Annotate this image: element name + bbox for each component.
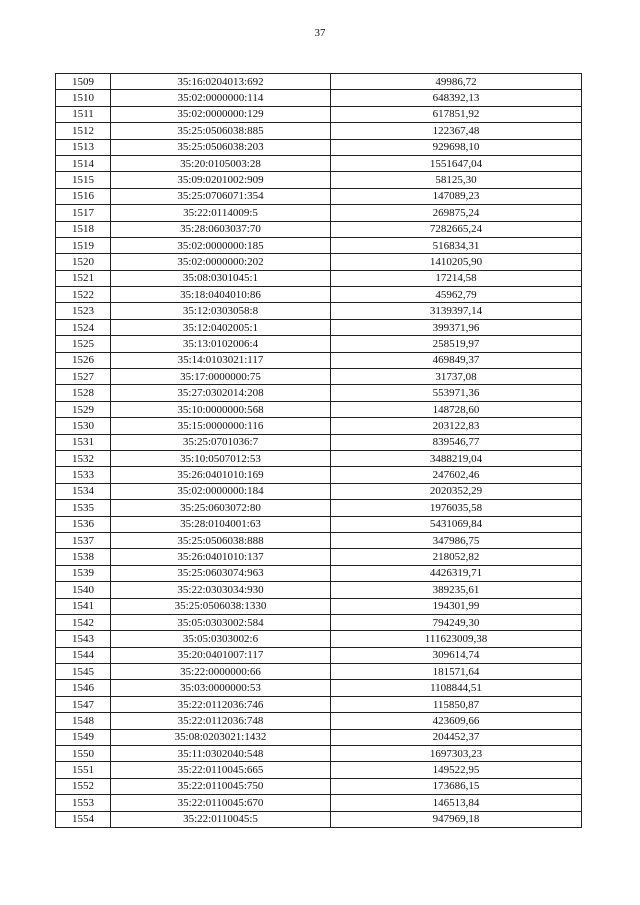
row-number-cell: 1521: [56, 270, 111, 286]
value-cell: 218052,82: [331, 549, 582, 565]
cadastral-number-cell: 35:25:0506038:885: [111, 123, 331, 139]
cadastral-number-cell: 35:22:0114009:5: [111, 205, 331, 221]
table-row: [56, 795, 582, 811]
value-cell: 3488219,04: [331, 450, 582, 466]
value-cell: 4426319,71: [331, 565, 582, 581]
value-cell: 247602,46: [331, 467, 582, 483]
cadastral-number-cell: 35:14:0103021:117: [111, 352, 331, 368]
value-cell: 7282665,24: [331, 221, 582, 237]
row-number-cell: 1525: [56, 336, 111, 352]
table-row: [56, 549, 582, 565]
value-cell: 122367,48: [331, 123, 582, 139]
value-cell: 1551647,04: [331, 155, 582, 171]
cadastral-number-cell: 35:05:0303002:6: [111, 631, 331, 647]
row-number-cell: 1515: [56, 172, 111, 188]
value-cell: 31737,08: [331, 369, 582, 385]
cadastral-number-cell: 35:05:0303002:584: [111, 614, 331, 630]
cadastral-number-cell: 35:22:0303034:930: [111, 582, 331, 598]
cadastral-number-cell: 35:20:0401007:117: [111, 647, 331, 663]
cadastral-number-cell: 35:22:0110045:670: [111, 795, 331, 811]
row-number-cell: 1538: [56, 549, 111, 565]
table-row: [56, 303, 582, 319]
table-row: [56, 746, 582, 762]
value-cell: 947969,18: [331, 811, 582, 827]
table-row: [56, 598, 582, 614]
row-number-cell: 1539: [56, 565, 111, 581]
value-cell: 194301,99: [331, 598, 582, 614]
value-cell: 389235,61: [331, 582, 582, 598]
cadastral-number-cell: 35:12:0402005:1: [111, 319, 331, 335]
cadastral-number-cell: 35:22:0112036:748: [111, 713, 331, 729]
table-row: [56, 139, 582, 155]
table-row: [56, 319, 582, 335]
value-cell: 399371,96: [331, 319, 582, 335]
row-number-cell: 1511: [56, 106, 111, 122]
table-row: [56, 434, 582, 450]
row-number-cell: 1545: [56, 664, 111, 680]
row-number-cell: 1541: [56, 598, 111, 614]
value-cell: 258519,97: [331, 336, 582, 352]
row-number-cell: 1537: [56, 532, 111, 548]
cadastral-number-cell: 35:17:0000000:75: [111, 369, 331, 385]
cadastral-number-cell: 35:25:0603074:963: [111, 565, 331, 581]
value-cell: 617851,92: [331, 106, 582, 122]
value-cell: 929698,10: [331, 139, 582, 155]
value-cell: 423609,66: [331, 713, 582, 729]
cadastral-number-cell: 35:22:0110045:665: [111, 762, 331, 778]
table-body: [56, 74, 582, 828]
row-number-cell: 1534: [56, 483, 111, 499]
table-row: [56, 90, 582, 106]
cadastral-number-cell: 35:09:0201002:909: [111, 172, 331, 188]
table-row: [56, 221, 582, 237]
table-row: [56, 188, 582, 204]
value-cell: 58125,30: [331, 172, 582, 188]
cadastral-number-cell: 35:22:0110045:5: [111, 811, 331, 827]
row-number-cell: 1526: [56, 352, 111, 368]
table-row: [56, 614, 582, 630]
value-cell: 516834,31: [331, 237, 582, 253]
value-cell: 147089,23: [331, 188, 582, 204]
table-row: [56, 729, 582, 745]
cadastral-number-cell: 35:02:0000000:185: [111, 237, 331, 253]
cadastral-number-cell: 35:16:0204013:692: [111, 74, 331, 90]
table-row: [56, 270, 582, 286]
row-number-cell: 1527: [56, 369, 111, 385]
row-number-cell: 1552: [56, 778, 111, 794]
row-number-cell: 1551: [56, 762, 111, 778]
table-row: [56, 237, 582, 253]
cadastral-number-cell: 35:22:0110045:750: [111, 778, 331, 794]
table-row: [56, 582, 582, 598]
cadastral-number-cell: 35:20:0105003:28: [111, 155, 331, 171]
value-cell: 111623009,38: [331, 631, 582, 647]
table-row: [56, 74, 582, 90]
row-number-cell: 1548: [56, 713, 111, 729]
row-number-cell: 1519: [56, 237, 111, 253]
value-cell: 1697303,23: [331, 746, 582, 762]
value-cell: 839546,77: [331, 434, 582, 450]
cadastral-number-cell: 35:25:0701036:7: [111, 434, 331, 450]
cadastral-number-cell: 35:02:0000000:184: [111, 483, 331, 499]
table-row: [56, 205, 582, 221]
row-number-cell: 1530: [56, 418, 111, 434]
table-row: [56, 500, 582, 516]
table-row: [56, 680, 582, 696]
table-row: [56, 385, 582, 401]
value-cell: 173686,15: [331, 778, 582, 794]
table-row: [56, 762, 582, 778]
cadastral-number-cell: 35:10:0507012:53: [111, 450, 331, 466]
table-row: [56, 401, 582, 417]
row-number-cell: 1524: [56, 319, 111, 335]
row-number-cell: 1549: [56, 729, 111, 745]
value-cell: 794249,30: [331, 614, 582, 630]
table-row: [56, 516, 582, 532]
row-number-cell: 1523: [56, 303, 111, 319]
value-cell: 469849,37: [331, 352, 582, 368]
row-number-cell: 1544: [56, 647, 111, 663]
row-number-cell: 1528: [56, 385, 111, 401]
row-number-cell: 1540: [56, 582, 111, 598]
row-number-cell: 1531: [56, 434, 111, 450]
table-row: [56, 483, 582, 499]
value-cell: 149522,95: [331, 762, 582, 778]
row-number-cell: 1542: [56, 614, 111, 630]
table-row: [56, 664, 582, 680]
table-row: [56, 713, 582, 729]
row-number-cell: 1520: [56, 254, 111, 270]
row-number-cell: 1510: [56, 90, 111, 106]
cadastral-number-cell: 35:26:0401010:137: [111, 549, 331, 565]
cadastral-number-cell: 35:25:0603072:80: [111, 500, 331, 516]
row-number-cell: 1517: [56, 205, 111, 221]
row-number-cell: 1516: [56, 188, 111, 204]
table-row: [56, 123, 582, 139]
value-cell: 203122,83: [331, 418, 582, 434]
page-number: 37: [314, 27, 326, 39]
table-row: [56, 450, 582, 466]
row-number-cell: 1514: [56, 155, 111, 171]
value-cell: 3139397,14: [331, 303, 582, 319]
cadastral-number-cell: 35:18:0404010:86: [111, 287, 331, 303]
cadastral-number-cell: 35:22:0112036:746: [111, 696, 331, 712]
value-cell: 146513,84: [331, 795, 582, 811]
row-number-cell: 1518: [56, 221, 111, 237]
cadastral-number-cell: 35:22:0000000:66: [111, 664, 331, 680]
table-row: [56, 467, 582, 483]
row-number-cell: 1554: [56, 811, 111, 827]
row-number-cell: 1550: [56, 746, 111, 762]
table-row: [56, 565, 582, 581]
value-cell: 309614,74: [331, 647, 582, 663]
value-cell: 553971,36: [331, 385, 582, 401]
value-cell: 115850,87: [331, 696, 582, 712]
cadastral-number-cell: 35:13:0102006:4: [111, 336, 331, 352]
cadastral-number-cell: 35:02:0000000:129: [111, 106, 331, 122]
row-number-cell: 1547: [56, 696, 111, 712]
table-row: [56, 631, 582, 647]
row-number-cell: 1543: [56, 631, 111, 647]
row-number-cell: 1513: [56, 139, 111, 155]
table-row: [56, 811, 582, 827]
table-row: [56, 106, 582, 122]
cadastral-number-cell: 35:15:0000000:116: [111, 418, 331, 434]
value-cell: 5431069,84: [331, 516, 582, 532]
cadastral-number-cell: 35:08:0301045:1: [111, 270, 331, 286]
table-row: [56, 155, 582, 171]
cadastral-number-cell: 35:08:0203021:1432: [111, 729, 331, 745]
table-row: [56, 532, 582, 548]
cadastral-number-cell: 35:10:0000000:568: [111, 401, 331, 417]
table-row: [56, 647, 582, 663]
table-row: [56, 778, 582, 794]
value-cell: 1976035,58: [331, 500, 582, 516]
value-cell: 648392,13: [331, 90, 582, 106]
row-number-cell: 1522: [56, 287, 111, 303]
row-number-cell: 1535: [56, 500, 111, 516]
table-row: [56, 172, 582, 188]
row-number-cell: 1553: [56, 795, 111, 811]
table-row: [56, 352, 582, 368]
value-cell: 204452,37: [331, 729, 582, 745]
row-number-cell: 1532: [56, 450, 111, 466]
cadastral-number-cell: 35:27:0302014:208: [111, 385, 331, 401]
row-number-cell: 1509: [56, 74, 111, 90]
cadastral-number-cell: 35:02:0000000:114: [111, 90, 331, 106]
cadastral-number-cell: 35:25:0706071:354: [111, 188, 331, 204]
value-cell: 181571,64: [331, 664, 582, 680]
value-cell: 148728,60: [331, 401, 582, 417]
table-row: [56, 369, 582, 385]
table-row: [56, 418, 582, 434]
cadastral-number-cell: 35:25:0506038:888: [111, 532, 331, 548]
row-number-cell: 1536: [56, 516, 111, 532]
value-cell: 49986,72: [331, 74, 582, 90]
table-row: [56, 287, 582, 303]
cadastral-number-cell: 35:28:0104001:63: [111, 516, 331, 532]
value-cell: 17214,58: [331, 270, 582, 286]
cadastral-number-cell: 35:26:0401010:169: [111, 467, 331, 483]
table-row: [56, 254, 582, 270]
value-cell: 2020352,29: [331, 483, 582, 499]
row-number-cell: 1529: [56, 401, 111, 417]
cadastral-number-cell: 35:11:0302040:548: [111, 746, 331, 762]
row-number-cell: 1533: [56, 467, 111, 483]
cadastral-number-cell: 35:12:0303058:8: [111, 303, 331, 319]
value-cell: 269875,24: [331, 205, 582, 221]
row-number-cell: 1512: [56, 123, 111, 139]
table-row: [56, 696, 582, 712]
cadastral-number-cell: 35:03:0000000:53: [111, 680, 331, 696]
cadastral-number-cell: 35:25:0506038:1330: [111, 598, 331, 614]
cadastral-number-cell: 35:02:0000000:202: [111, 254, 331, 270]
table-row: [56, 336, 582, 352]
row-number-cell: 1546: [56, 680, 111, 696]
value-cell: 347986,75: [331, 532, 582, 548]
value-cell: 1108844,51: [331, 680, 582, 696]
value-cell: 1410205,90: [331, 254, 582, 270]
cadastral-number-cell: 35:25:0506038:203: [111, 139, 331, 155]
registry-table: [55, 73, 582, 828]
value-cell: 45962,79: [331, 287, 582, 303]
cadastral-number-cell: 35:28:0603037:70: [111, 221, 331, 237]
